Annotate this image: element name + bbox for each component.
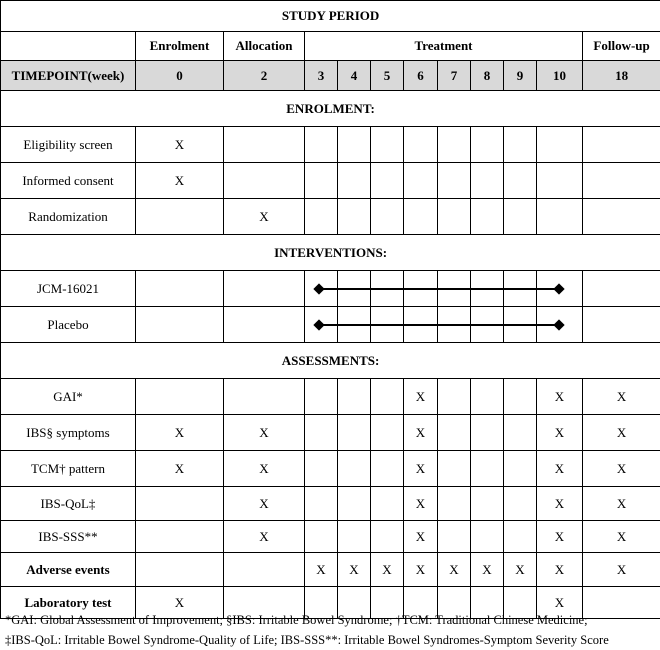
mark-cell — [471, 415, 504, 451]
timepoint-9: 9 — [504, 61, 537, 91]
mark-cell: X — [224, 487, 305, 521]
timepoint-6: 6 — [404, 61, 438, 91]
mark-cell: X — [224, 199, 305, 235]
mark-cell — [471, 307, 504, 343]
section-assessments: ASSESSMENTS: — [1, 343, 660, 379]
mark-cell — [438, 127, 471, 163]
mark-cell — [371, 199, 404, 235]
mark-cell — [504, 199, 537, 235]
mark-cell — [224, 553, 305, 587]
timepoint-0: 0 — [136, 61, 224, 91]
mark-cell: X — [537, 553, 583, 587]
mark-cell — [305, 521, 338, 553]
mark-cell — [438, 379, 471, 415]
mark-cell — [224, 271, 305, 307]
mark-cell — [504, 127, 537, 163]
mark-cell — [537, 163, 583, 199]
mark-cell — [471, 487, 504, 521]
timepoint-8: 8 — [471, 61, 504, 91]
mark-cell — [471, 451, 504, 487]
mark-cell — [338, 307, 371, 343]
mark-cell: X — [583, 415, 660, 451]
table-cell — [1, 32, 136, 61]
mark-cell — [438, 487, 471, 521]
section-interventions: INTERVENTIONS: — [1, 235, 660, 271]
mark-cell — [305, 415, 338, 451]
section-enrolment: ENROLMENT: — [1, 91, 660, 127]
mark-cell — [338, 199, 371, 235]
mark-cell — [305, 271, 338, 307]
phase-treatment: Treatment — [305, 32, 583, 61]
timepoint-2: 2 — [224, 61, 305, 91]
mark-cell: X — [136, 451, 224, 487]
mark-cell: X — [583, 487, 660, 521]
mark-cell — [305, 199, 338, 235]
intervention-duration-line — [404, 288, 438, 290]
timepoint-label: TIMEPOINT(week) — [1, 61, 136, 91]
mark-cell — [504, 451, 537, 487]
intervention-duration-line — [438, 324, 471, 326]
mark-cell: X — [224, 521, 305, 553]
mark-cell: X — [583, 553, 660, 587]
intervention-duration-line — [471, 288, 504, 290]
intervention-duration-line — [471, 324, 504, 326]
mark-cell — [338, 521, 371, 553]
mark-cell — [504, 521, 537, 553]
mark-cell — [338, 127, 371, 163]
row-label: Adverse events — [1, 553, 136, 587]
mark-cell — [537, 199, 583, 235]
mark-cell — [404, 163, 438, 199]
mark-cell: X — [537, 379, 583, 415]
mark-cell — [583, 127, 660, 163]
mark-cell — [338, 451, 371, 487]
footnote-1: *GAI: Global Assessment of Improvement; §IBS: Irritable Bowel Syndrome; †TCM: Traditional Chinese Medicine; — [5, 613, 588, 627]
footnote-2: ‡IBS-QoL: Irritable Bowel Syndrome-Quality of Life; IBS-SSS**: Irritable Bowel Syndromes-Symptom Severity Score — [5, 633, 609, 647]
mark-cell: X — [404, 521, 438, 553]
mark-cell — [471, 199, 504, 235]
mark-cell — [305, 127, 338, 163]
mark-cell: X — [537, 415, 583, 451]
row-label: Placebo — [1, 307, 136, 343]
intervention-duration-line — [404, 324, 438, 326]
mark-cell — [537, 127, 583, 163]
mark-cell — [504, 415, 537, 451]
mark-cell — [371, 127, 404, 163]
intervention-duration-line — [504, 288, 537, 290]
mark-cell: X — [583, 521, 660, 553]
phase-enrolment: Enrolment — [136, 32, 224, 61]
mark-cell — [224, 163, 305, 199]
mark-cell — [404, 127, 438, 163]
row-label: Laboratory test — [1, 587, 136, 619]
mark-cell — [224, 127, 305, 163]
mark-cell: X — [438, 553, 471, 587]
mark-cell — [371, 415, 404, 451]
mark-cell — [438, 271, 471, 307]
mark-cell — [438, 307, 471, 343]
mark-cell — [404, 199, 438, 235]
mark-cell: X — [471, 553, 504, 587]
row-label: IBS§ symptoms — [1, 415, 136, 451]
mark-cell — [438, 415, 471, 451]
mark-cell: X — [537, 587, 583, 619]
timepoint-10: 10 — [537, 61, 583, 91]
timepoint-5: 5 — [371, 61, 404, 91]
mark-cell — [404, 307, 438, 343]
mark-cell — [136, 199, 224, 235]
intervention-duration-line — [338, 288, 371, 290]
mark-cell: X — [136, 163, 224, 199]
mark-cell — [338, 415, 371, 451]
row-label: Informed consent — [1, 163, 136, 199]
mark-cell — [305, 379, 338, 415]
mark-cell: X — [371, 553, 404, 587]
row-label: JCM-16021 — [1, 271, 136, 307]
mark-cell: X — [136, 415, 224, 451]
phase-allocation: Allocation — [224, 32, 305, 61]
mark-cell — [471, 271, 504, 307]
mark-cell — [338, 271, 371, 307]
mark-cell — [371, 379, 404, 415]
row-label: IBS-SSS** — [1, 521, 136, 553]
mark-cell — [136, 487, 224, 521]
mark-cell — [224, 307, 305, 343]
timepoint-7: 7 — [438, 61, 471, 91]
row-label: IBS-QoL‡ — [1, 487, 136, 521]
intervention-end-marker — [553, 283, 564, 294]
row-label: TCM† pattern — [1, 451, 136, 487]
intervention-duration-line — [438, 288, 471, 290]
mark-cell — [371, 271, 404, 307]
mark-cell — [438, 199, 471, 235]
mark-cell: X — [404, 451, 438, 487]
mark-cell — [438, 451, 471, 487]
mark-cell — [504, 487, 537, 521]
mark-cell — [537, 271, 583, 307]
mark-cell — [371, 307, 404, 343]
timepoint-4: 4 — [338, 61, 371, 91]
phase-follow-up: Follow-up — [583, 32, 660, 61]
intervention-duration-line — [371, 324, 404, 326]
mark-cell: X — [305, 553, 338, 587]
mark-cell: X — [537, 521, 583, 553]
mark-cell — [136, 379, 224, 415]
mark-cell — [583, 271, 660, 307]
mark-cell: X — [404, 415, 438, 451]
mark-cell — [371, 521, 404, 553]
mark-cell: X — [537, 487, 583, 521]
mark-cell — [583, 199, 660, 235]
mark-cell: X — [504, 553, 537, 587]
timepoint-18: 18 — [583, 61, 660, 91]
mark-cell — [471, 521, 504, 553]
mark-cell: X — [583, 451, 660, 487]
mark-cell — [371, 163, 404, 199]
mark-cell — [371, 451, 404, 487]
mark-cell — [537, 307, 583, 343]
mark-cell — [338, 163, 371, 199]
intervention-duration-line — [371, 288, 404, 290]
mark-cell — [438, 163, 471, 199]
mark-cell — [471, 163, 504, 199]
intervention-start-marker — [313, 319, 324, 330]
study-period-title: STUDY PERIOD — [1, 1, 660, 32]
mark-cell — [371, 487, 404, 521]
mark-cell — [471, 127, 504, 163]
mark-cell — [136, 271, 224, 307]
mark-cell: X — [404, 379, 438, 415]
row-label: Randomization — [1, 199, 136, 235]
mark-cell: X — [404, 553, 438, 587]
mark-cell: X — [338, 553, 371, 587]
mark-cell: X — [136, 587, 224, 619]
mark-cell — [583, 587, 660, 619]
mark-cell — [583, 307, 660, 343]
mark-cell — [224, 379, 305, 415]
mark-cell — [136, 553, 224, 587]
mark-cell — [471, 379, 504, 415]
intervention-end-marker — [553, 319, 564, 330]
mark-cell — [504, 163, 537, 199]
mark-cell — [305, 487, 338, 521]
mark-cell — [305, 163, 338, 199]
intervention-start-marker — [313, 283, 324, 294]
mark-cell — [404, 271, 438, 307]
mark-cell: X — [404, 487, 438, 521]
mark-cell — [136, 307, 224, 343]
mark-cell — [504, 271, 537, 307]
intervention-duration-line — [338, 324, 371, 326]
timepoint-3: 3 — [305, 61, 338, 91]
mark-cell: X — [224, 451, 305, 487]
row-label: GAI* — [1, 379, 136, 415]
mark-cell: X — [136, 127, 224, 163]
mark-cell — [438, 521, 471, 553]
mark-cell: X — [224, 415, 305, 451]
mark-cell — [338, 487, 371, 521]
mark-cell — [504, 307, 537, 343]
row-label: Eligibility screen — [1, 127, 136, 163]
mark-cell — [583, 163, 660, 199]
mark-cell: X — [537, 451, 583, 487]
mark-cell — [338, 379, 371, 415]
mark-cell: X — [583, 379, 660, 415]
mark-cell — [136, 521, 224, 553]
mark-cell — [504, 379, 537, 415]
mark-cell — [305, 307, 338, 343]
intervention-duration-line — [504, 324, 537, 326]
mark-cell — [305, 451, 338, 487]
